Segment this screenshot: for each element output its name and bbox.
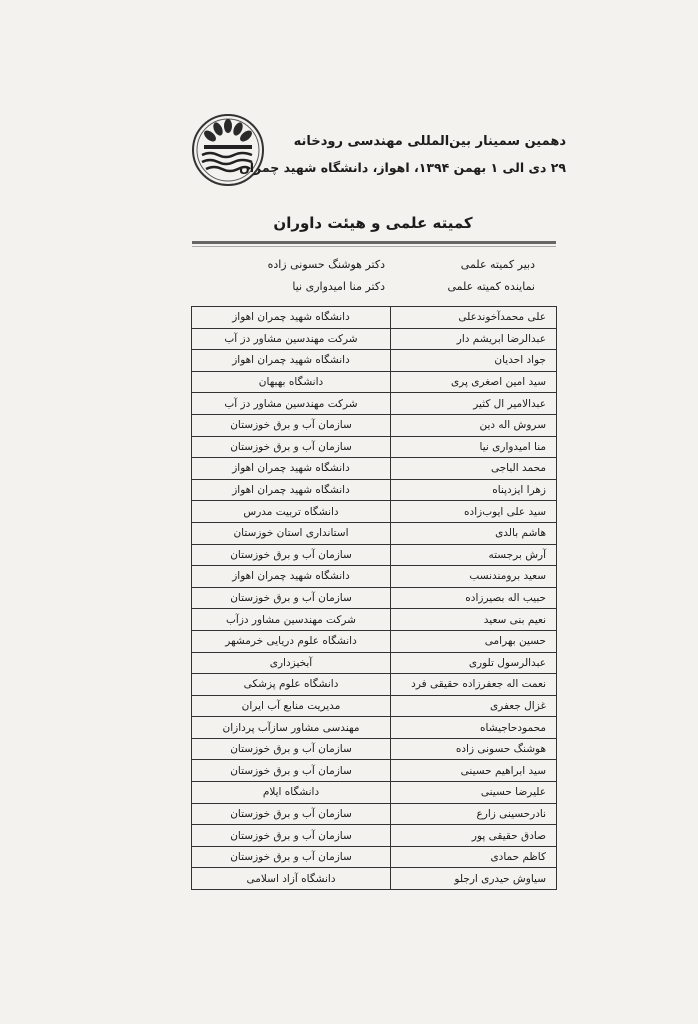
section-divider-thin	[192, 246, 556, 247]
referee-affiliation: استانداری استان خوزستان	[192, 522, 391, 544]
secretariat-row	[195, 254, 535, 276]
referee-name: حبیب اله بصیرزاده	[391, 587, 557, 609]
referee-name: سید علی ایوب‌زاده	[391, 501, 557, 523]
referee-affiliation: شرکت مهندسین مشاور دزآب	[192, 609, 391, 631]
referee-affiliation: شرکت مهندسین مشاور دز آب	[192, 393, 391, 415]
referee-name: عبدالرسول تلوری	[391, 652, 557, 674]
table-row	[192, 738, 557, 760]
table-row	[192, 566, 557, 588]
referee-affiliation: دانشگاه شهید چمران اهواز	[192, 307, 391, 329]
referee-affiliation: سازمان آب و برق خوزستان	[192, 738, 391, 760]
referee-name: آرش برجسته	[391, 544, 557, 566]
referee-name: نادرحسینی زارع	[391, 803, 557, 825]
table-row	[192, 458, 557, 480]
referee-affiliation: آبخیزداری	[192, 652, 391, 674]
secretariat-name: دکتر منا امیدواری نیا	[292, 280, 385, 293]
referee-name: سید ابراهیم حسینی	[391, 760, 557, 782]
table-row	[192, 717, 557, 739]
referee-name: غزال جعفری	[391, 695, 557, 717]
table-row	[192, 479, 557, 501]
referee-affiliation: سازمان آب و برق خوزستان	[192, 846, 391, 868]
table-row	[192, 609, 557, 631]
referee-affiliation: مهندسی مشاور سازآب پردازان	[192, 717, 391, 739]
referee-affiliation: دانشگاه شهید چمران اهواز	[192, 566, 391, 588]
table-row	[192, 846, 557, 868]
table-row	[192, 868, 557, 890]
referee-name: سروش اله دین	[391, 414, 557, 436]
table-row	[192, 307, 557, 329]
referee-affiliation: شرکت مهندسین مشاور دز آب	[192, 328, 391, 350]
referee-name: هاشم بالدی	[391, 522, 557, 544]
referee-name: منا امیدواری نیا	[391, 436, 557, 458]
section-divider	[192, 241, 556, 244]
table-row	[192, 522, 557, 544]
section-title: کمیته علمی و هیئت داوران	[273, 214, 473, 232]
referee-affiliation: دانشگاه علوم دریایی خرمشهر	[192, 630, 391, 652]
referee-affiliation: دانشگاه شهید چمران اهواز	[192, 479, 391, 501]
referee-affiliation: سازمان آب و برق خوزستان	[192, 760, 391, 782]
referee-affiliation: سازمان آب و برق خوزستان	[192, 436, 391, 458]
referee-name: سید امین اصغری پری	[391, 371, 557, 393]
table-row	[192, 587, 557, 609]
referee-name: زهرا ایزدپناه	[391, 479, 557, 501]
referee-affiliation: دانشگاه آزاد اسلامی	[192, 868, 391, 890]
referee-name: نعیم بنی سعید	[391, 609, 557, 631]
table-row	[192, 414, 557, 436]
referee-affiliation: سازمان آب و برق خوزستان	[192, 803, 391, 825]
referee-affiliation: دانشگاه شهید چمران اهواز	[192, 350, 391, 372]
referee-affiliation: سازمان آب و برق خوزستان	[192, 587, 391, 609]
referee-name: عبدالرضا ابریشم دار	[391, 328, 557, 350]
table-row	[192, 803, 557, 825]
referee-affiliation: سازمان آب و برق خوزستان	[192, 825, 391, 847]
referee-affiliation: دانشگاه تربیت مدرس	[192, 501, 391, 523]
table-row	[192, 782, 557, 804]
referee-name: سیاوش حیدری ارجلو	[391, 868, 557, 890]
referee-affiliation: دانشگاه علوم پزشکی	[192, 674, 391, 696]
table-row	[192, 501, 557, 523]
referee-name: جواد احدیان	[391, 350, 557, 372]
table-row	[192, 630, 557, 652]
secretariat-name: دکتر هوشنگ حسونی زاده	[267, 258, 385, 271]
referee-name: علی محمدآخوندعلی	[391, 307, 557, 329]
referee-affiliation: دانشگاه ایلام	[192, 782, 391, 804]
table-row	[192, 393, 557, 415]
seminar-date-location: ۲۹ دی الی ۱ بهمن ۱۳۹۴، اهواز، دانشگاه شهید چمران	[239, 160, 566, 175]
referee-affiliation: مدیریت منابع آب ایران	[192, 695, 391, 717]
referee-name: حسین بهرامی	[391, 630, 557, 652]
referee-name: هوشنگ حسونی زاده	[391, 738, 557, 760]
table-row	[192, 328, 557, 350]
referee-affiliation: دانشگاه بهبهان	[192, 371, 391, 393]
secretariat-row	[195, 276, 535, 298]
table-row	[192, 825, 557, 847]
table-row	[192, 350, 557, 372]
referee-name: علیرضا حسینی	[391, 782, 557, 804]
table-row	[192, 652, 557, 674]
referee-name: محمد الباجی	[391, 458, 557, 480]
referees-table	[191, 306, 557, 890]
referee-name: نعمت اله جعفرزاده حقیقی فرد	[391, 674, 557, 696]
table-row	[192, 371, 557, 393]
table-row	[192, 544, 557, 566]
referee-name: صادق حقیقی پور	[391, 825, 557, 847]
table-row	[192, 760, 557, 782]
referee-name: کاظم حمادی	[391, 846, 557, 868]
referee-name: محمودحاجیشاه	[391, 717, 557, 739]
referee-name: عبدالامیر ال کثیر	[391, 393, 557, 415]
seminar-title: دهمین سمینار بین‌المللی مهندسی رودخانه	[293, 134, 566, 149]
referee-affiliation: سازمان آب و برق خوزستان	[192, 544, 391, 566]
table-row	[192, 436, 557, 458]
referee-name: سعید برومندنسب	[391, 566, 557, 588]
secretariat-block	[195, 254, 535, 298]
table-row	[192, 695, 557, 717]
referee-affiliation: دانشگاه شهید چمران اهواز	[192, 458, 391, 480]
secretariat-role: دبیر کمیته علمی	[460, 258, 535, 271]
table-row	[192, 674, 557, 696]
secretariat-role: نماینده کمیته علمی	[447, 280, 535, 293]
seminar-header	[239, 132, 566, 178]
referee-affiliation: سازمان آب و برق خوزستان	[192, 414, 391, 436]
